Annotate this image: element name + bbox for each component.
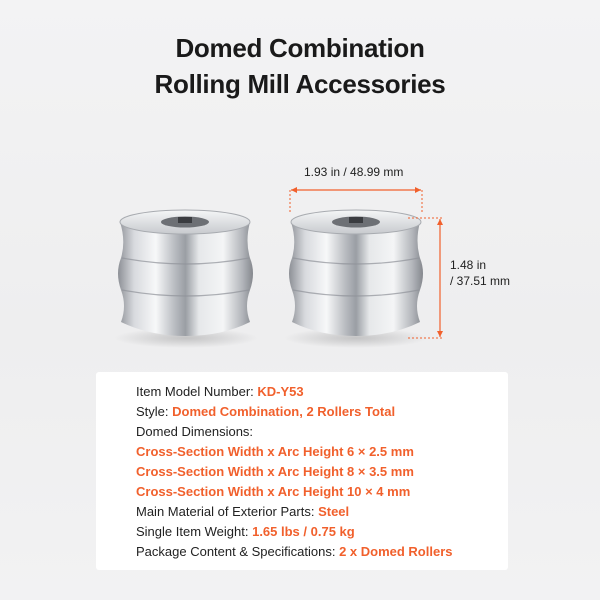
- style-label: Style:: [136, 404, 173, 419]
- material-label: Main Material of Exterior Parts:: [136, 504, 319, 519]
- spec-row-domed-3: [136, 483, 410, 501]
- domed-dimension-1: Cross-Section Width x Arc Height 6 × 2.5 mm: [136, 444, 414, 459]
- domed-dimension-2: Cross-Section Width x Arc Height 8 × 3.5 mm: [136, 464, 414, 479]
- spec-row-weight: [136, 523, 355, 541]
- spec-row-style: [136, 403, 395, 421]
- package-value: 2 x Domed Rollers: [339, 544, 453, 559]
- roller-left: [114, 210, 258, 348]
- spec-row-model: [136, 383, 304, 401]
- model-value: KD-Y53: [257, 384, 304, 399]
- height-label-line-1: 1.48 in: [450, 258, 487, 272]
- model-label: Item Model Number:: [136, 384, 258, 399]
- spec-row-domed-label: [136, 423, 253, 441]
- spec-row-domed-2: [136, 463, 414, 481]
- title-line-1: Domed Combination: [175, 33, 425, 63]
- domed-dimensions-label: Domed Dimensions:: [136, 424, 254, 439]
- width-dimension-line: [290, 187, 422, 212]
- domed-dimension-3: Cross-Section Width x Arc Height 10 × 4 mm: [136, 484, 411, 499]
- height-label-line-2: / 37.51 mm: [450, 274, 511, 288]
- material-value: Steel: [318, 504, 350, 519]
- package-label: Package Content & Specifications:: [136, 544, 340, 559]
- title-line-2: Rolling Mill Accessories: [154, 69, 446, 99]
- weight-value: 1.65 lbs / 0.75 kg: [252, 524, 355, 539]
- spec-row-material: [136, 503, 349, 521]
- spec-row-package: [136, 543, 453, 561]
- width-label: 1.93 in / 48.99 mm: [304, 165, 404, 179]
- specifications-panel: [96, 372, 508, 570]
- roller-right: [284, 210, 428, 348]
- weight-label: Single Item Weight:: [136, 524, 253, 539]
- style-value: Domed Combination, 2 Rollers Total: [172, 404, 396, 419]
- spec-row-domed-1: [136, 443, 414, 461]
